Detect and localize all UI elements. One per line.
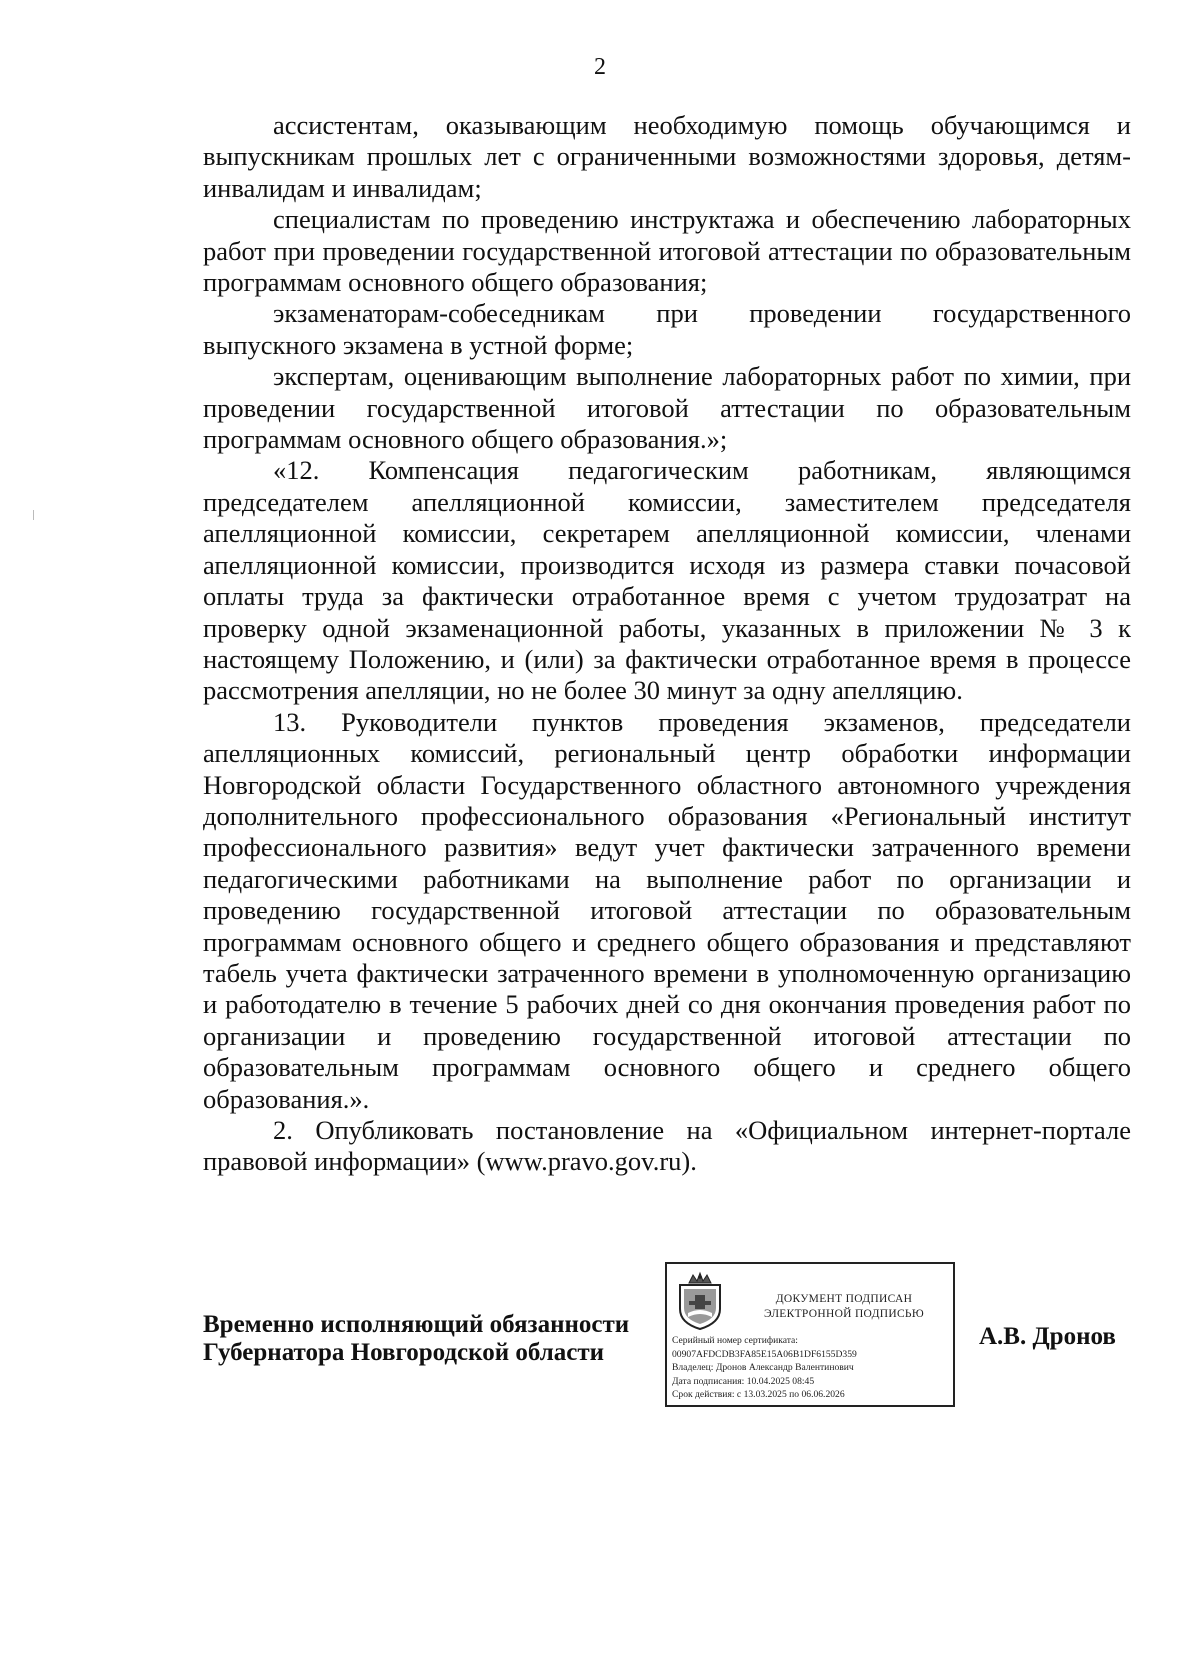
stamp-details	[672, 1334, 952, 1402]
electronic-signature-stamp	[665, 1262, 955, 1407]
stamp-owner: Владелец: Дронов Александр Валентинович	[672, 1362, 854, 1374]
document-body	[203, 110, 1131, 1178]
stamp-validity: Срок действия: с 13.03.2025 по 06.06.2026	[672, 1389, 845, 1401]
stamp-signed-date: Дата подписания: 10.04.2025 08:45	[672, 1375, 815, 1387]
paragraph-clause-13: 13. Руководители пунктов проведения экзаменов, председатели апелляционных комиссий, региональный центр обработки информации Новгородской области Государственного областного автономного учреждения дополнительного профессионального образования «Региональный институт профессионального развития» ведут учет фактически затраченного времени педагогическими работниками на выполнение работ по организации и проведению государственной итоговой аттестации по образовательным программам основного общего и среднего общего образования и представляют табель учета фактически затраченного времени в уполномоченную организацию и работодателю в течение 5 рабочих дней со дня окончания проведения работ по организации и проведению государственной итоговой аттестации по образовательным программам основного общего и среднего общего образования.».	[203, 706, 1131, 1114]
paragraph-clause-12: «12. Компенсация педагогическим работникам, являющимся председателем апелляционной комиссии, заместителем председателя апелляционной комиссии, секретарем апелляционной комиссии, членами апелляционной комиссии, производится исходя из размера ставки почасовой оплаты труда за фактически отработанное время с учетом трудозатрат на проверку одной экзаменационной работы, указанных в приложении № 3 к настоящему Положению, и (или) за фактически отработанное время в процессе рассмотрения апелляции, но не более 30 минут за одну апелляцию.	[203, 455, 1131, 706]
signer-title-line-2: Губернатора Новгородской области	[203, 1339, 605, 1366]
paragraph-publish: 2. Опубликовать постановление на «Официальном интернет-портале правовой информации» (www.pravo.gov.ru).	[203, 1115, 1131, 1177]
signer-title-line-1: Временно исполняющий обязанности	[203, 1311, 630, 1338]
stamp-heading-line-1: ДОКУМЕНТ ПОДПИСАН	[775, 1293, 913, 1305]
coat-of-arms-icon	[675, 1271, 725, 1331]
stamp-heading-line-2: ЭЛЕКТРОННОЙ ПОДПИСЬЮ	[764, 1308, 924, 1320]
signer-name: А.В. Дронов	[979, 1323, 1116, 1350]
page-number: 2	[594, 54, 606, 80]
paragraph-experts: экспертам, оценивающим выполнение лабораторных работ по химии, при проведении государственной итоговой аттестации по образовательным программам основного общего образования.»;	[203, 361, 1131, 455]
paragraph-lab-specialists: специалистам по проведению инструктажа и обеспечению лабораторных работ при проведении государственной итоговой аттестации по образовательным программам основного общего образования;	[203, 204, 1131, 298]
stamp-heading	[739, 1292, 949, 1322]
paragraph-examiners: экзаменаторам-собеседникам при проведении государственного выпускного экзамена в устной форме;	[203, 298, 1131, 360]
stamp-serial-label: Серийный номер сертификата:	[672, 1335, 798, 1346]
paragraph-assistants: ассистентам, оказывающим необходимую помощь обучающимся и выпускникам прошлых лет с ограниченными возможностями здоровья, детям-инвалидам и инвалидам;	[203, 110, 1131, 203]
signer-title	[203, 1311, 629, 1367]
scan-margin-mark	[33, 510, 34, 520]
stamp-serial-value: 00907AFDCDB3FA85E15A06B1DF6155D359	[672, 1348, 857, 1360]
